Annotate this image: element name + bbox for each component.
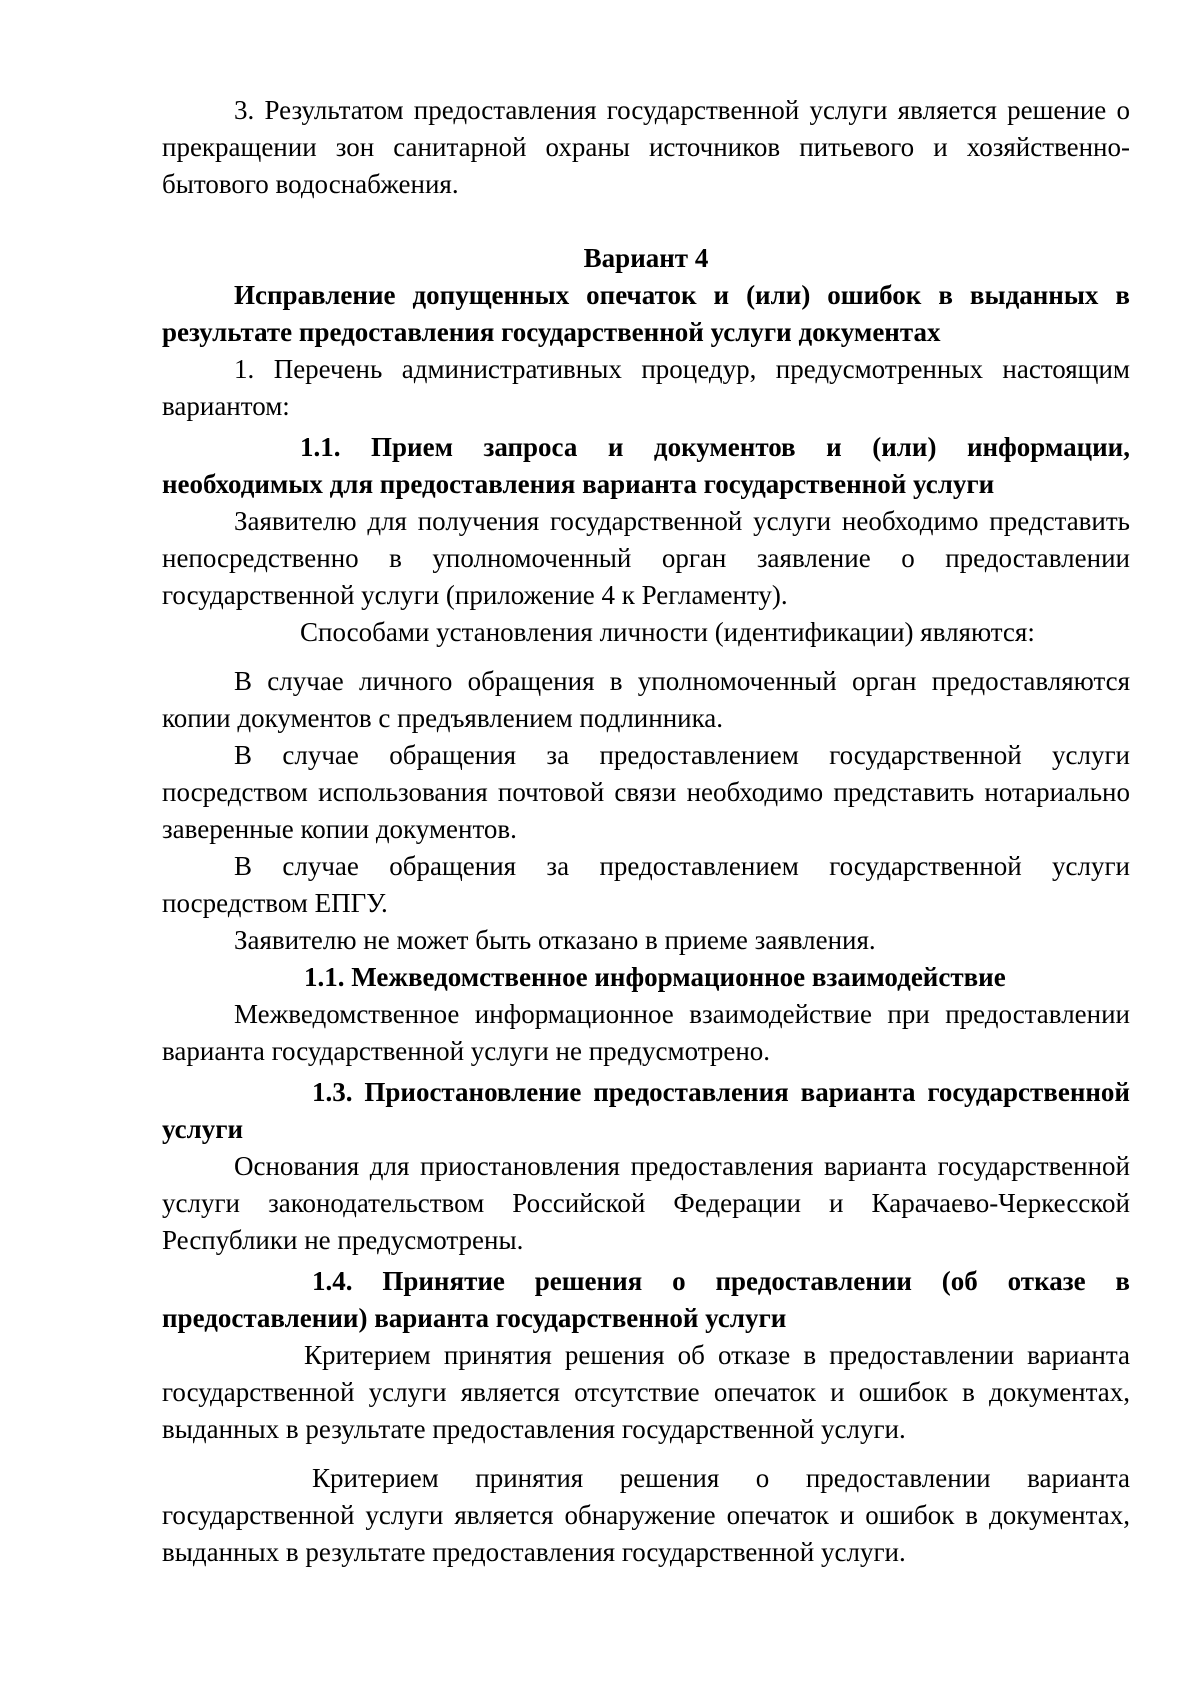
- paragraph-suspension: Основания для приостановления предоставления варианта государственной услуги законодательством Российской Федерации и Карачаево-Черкесской Республики не предусмотрены.: [162, 1151, 1130, 1255]
- variant-title: Вариант 4: [583, 243, 709, 273]
- paragraph-grant-criterion: Критерием принятия решения о предоставлении варианта государственной услуги является обнаружение опечаток и ошибок в документах, выданных в результате предоставления государственной услуги.: [162, 1463, 1130, 1567]
- section-heading-1-1-interagency: 1.1. Межведомственное информационное взаимодействие: [304, 962, 1006, 992]
- paragraph-no-refusal: Заявителю не может быть отказано в приеме заявления.: [234, 925, 876, 955]
- paragraph-epgu: В случае обращения за предоставлением государственной услуги посредством ЕПГУ.: [162, 851, 1130, 918]
- section-heading-1-4: 1.4. Принятие решения о предоставлении (об отказе в предоставлении) варианта государственной услуги: [162, 1266, 1130, 1333]
- paragraph-result: 3. Результатом предоставления государственной услуги является решение о прекращении зон санитарной охраны источников питьевого и хозяйственно-бытового водоснабжения.: [162, 95, 1130, 199]
- paragraph-applicant: Заявителю для получения государственной услуги необходимо представить непосредственно в уполномоченный орган заявление о предоставлении государственной услуги (приложение 4 к Регламенту).: [162, 506, 1130, 610]
- paragraph-interagency: Межведомственное информационное взаимодействие при предоставлении варианта государственной услуги не предусмотрено.: [162, 999, 1130, 1066]
- paragraph-postal: В случае обращения за предоставлением государственной услуги посредством использования почтовой связи необходимо представить нотариально заверенные копии документов.: [162, 740, 1130, 844]
- paragraph-identification: Способами установления личности (идентификации) являются:: [300, 617, 1035, 647]
- paragraph-personal-visit: В случае личного обращения в уполномоченный орган предоставляются копии документов с предъявлением подлинника.: [162, 666, 1130, 733]
- section-heading-1-1-request: 1.1. Прием запроса и документов и (или) информации, необходимых для предоставления варианта государственной услуги: [162, 432, 1130, 499]
- variant-subtitle: Исправление допущенных опечаток и (или) ошибок в выданных в результате предоставления государственной услуги документах: [162, 280, 1130, 347]
- paragraph-procedures-list: 1. Перечень административных процедур, предусмотренных настоящим вариантом:: [162, 354, 1130, 421]
- section-heading-1-3: 1.3. Приостановление предоставления варианта государственной услуги: [162, 1077, 1130, 1144]
- document-page: [162, 92, 1130, 1571]
- paragraph-refusal-criterion: Критерием принятия решения об отказе в предоставлении варианта государственной услуги является отсутствие опечаток и ошибок в документах, выданных в результате предоставления государственной услуги.: [162, 1340, 1130, 1444]
